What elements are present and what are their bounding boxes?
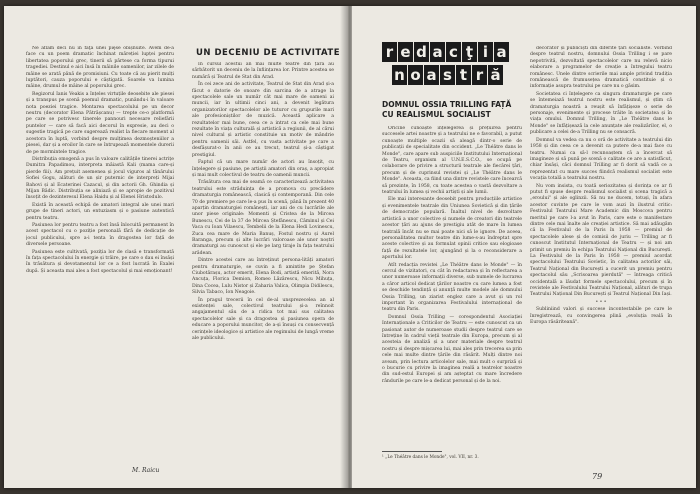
masthead-letter-tile: n — [392, 65, 407, 85]
paragraph: Ele mai interesante deosebit pentru producțiile artistice și evenimentele teatrale din Uniunea Sovietică și din țările de democrație populară. Înaltul nivel de dezvoltare artistică a unor colective și numele de creatori din teatrele acestor țări au ajuns de prestigiu atât de mare în lumea teatrală încât nu se mai poate nici să le ignore. De aceea, personalitatea multor teatre din lume-s-au îndreptat spre aceste colective și au formulat opinii critice sau elogioase față de rezultatele lor, ajungând și la o reconsiderare a aportului lor. — [382, 197, 522, 261]
paragraph: Ne aflăm deci nu în faţa unei pięse obișnuite. Avem de-a face cu un poem dramatic închinat măreției lupței pentru libertatea poporului grec, tinerii să părtese ca forma tipurui tragediei. Destinul e aici însă în mâinile oamenilor, iar zilele de mâine se arată până de promisiuni. Cu toate că au pierit mulți luptători, cauza poporului e câștigată. Soarele va lumina mâine, drumul de mâine al poporului grec. — [26, 46, 174, 90]
masthead-letter-tile: t — [456, 65, 471, 85]
paragraph: • • • — [595, 299, 607, 305]
book-spread — [4, 6, 696, 488]
paragraph: Domnul va vedea ca nu o oră de activitate a teatrului din 1958 și din ceea ce a devenit ca putere de-a mai face cu teatru. Numai ca să-l recunoaștem că a încercat să imagineze și să pună pe scenă o calitate ce are a satisfăcut, chiar însăși, căci domnul Trilling ar fi dorit să vadă ce a reprezentat cu mare succes fiindcă realismul socialist este vocația totală a teatrului nostru. — [530, 137, 672, 182]
masthead-letter-tile: r — [472, 65, 487, 85]
right-column-continuation — [530, 46, 672, 470]
masthead-letter-tile: c — [446, 42, 461, 62]
paragraph: Societatea ci înțelegere ca singura dramaturgie pe care se întemeiază teatrul nostru este realismul, și știm că dramaturgia noastră a reușit să înfățișeze o serie de personaje, evenimente și procese trăite în societatea și în viața omului. Domnul Trilling, în „Le Théâtre dans le Monde" se înfățișează la cele anunțate ale realizărilor, el, o publicare a celei de-a Trilling nu se consacră. — [530, 91, 672, 136]
masthead-letter-tile: s — [440, 65, 455, 85]
paragraph: Pasiunea este cultivată, poziția lor de clasă e transformată în fața spectacolului în energie și trăire, pe care o dau ei însăși în trăsătura și devotamentul lor ce a fost lucrată în Exalei după. Și aceasta mai ales a fost spectacolul și mai emoționant! — [26, 249, 174, 274]
paragraph: Regizorul Ianis Veakis a înțeles virtuțile deosebite ale piesei și a transpus pe scenă poemul dramatic, punându-i în valoare nota poeziei tragice. Montarea spectacolului pe un decor neutru (decorator Elena Pătrășcanu) — trepte ce-o platformă pe care se potrivesc tinerele pannouri necesare reliefării puntelor — care să facă aici decorul în expresie, au deci o sugestie tragică pe care sugerează realist la fiecare moment al acestora în luptă, vorbind despre mulțimea dezmoșteniilor a piesei, dar și a eroilor în care se întrupează momentele durerii de pe mormintele tragice. — [26, 91, 174, 155]
footnote-rule — [382, 451, 442, 452]
left-page — [4, 6, 348, 488]
paragraph: Dintre acestei care au întreținut persona-lități amatori pentru dramaturgie, se cuvin a fi amintite pe Ștefan Ciubotărașu, actor emerit, Elena Bodi, artistă emerită, Nora Ancuța, Florica Demion, Romeo Lăzărescu, Nicu Mihuța, Dina Cocea, Lulu Nistor și Zaharia Valica, Olimpia Didilescu, Silvia Tabaco, Ion Neagoie. — [192, 258, 334, 296]
article-title: UN DECENIU DE ACTIVITATE — [196, 48, 341, 58]
footnote: ¹ „Le Théâtre dans le Monde", vol. VII, nr. 3. — [382, 455, 479, 460]
masthead-line-1 — [382, 42, 510, 62]
paragraph: Distribuția omogenă a pus în valoare calitățile tinerei actrițe Dumitra Papadimou, interpreta măiastă Kali (mama care-și pierde fiii). Am prețuit asemenea și jocul viguros al tânărului Sofiei Gogu, alături de un șir puternic de interpreți Mijai Bahovi și al Ecaterinei Cazacul, și din actorii Gh. Ghindia și Mijan Bădic. Distribuția se aliniază și se apropie de pozitivul însoțit de dezinteresul Elena Haidu și al Elenei Hristodulo. — [26, 156, 174, 201]
masthead-letter-tile: o — [408, 65, 423, 85]
paragraph: În pragul trecerii în cel de-al unsprezecelea an al existenței sale, colectivul teatrului și-a reînnoit angajamentul său de a ridica tot mai sus calitatea spectacolelor sale și ca dragostea și pasiunea opera de educare a poporului muncitor, de a-și însuși cu consecvență cerințele ideologice și artistice ale regimului de lungă vreme ale publicului. — [192, 297, 334, 342]
paragraph: Atît redacția revistei „Le Théâtre dans le Monde" — în cercul de vizitatori, cu cât în redactarea și în reflectarea a unor numeroase informații diverse, sub numele de lucrarea a căror articol dedicat ţărilor noastre cu care lumea a fost se deschide tendință și anunță multe modele ale domnului Ossia Trilling, un ziarist englez care a avut și un rol important în organizarea Festivalului internațional de teatru din Paris. — [382, 262, 522, 313]
masthead-line-2 — [392, 65, 510, 85]
masthead-letter-tile: a — [494, 42, 509, 62]
paragraph: Subliniind valori și succese incontestabile pe care le înregistrează, cu convingerea plină „evoluția reală în Europa răsăriteană". — [530, 307, 672, 326]
masthead-letter-tile: d — [414, 42, 429, 62]
signature: M. Raicu — [132, 467, 160, 474]
paragraph: Faptul că un mare număr de actori au însoțit, cu înțelegere și pasiune, pe artiștii amatori din oraș, a apropiat și mai mult colectivul de teatru de oamenii muncii. — [192, 160, 334, 178]
paragraph: decorator și publiciști din diferite țări socialiste. Vorbind despre teatrul nostru, domnului Ossia Trilling i se pare nepotrivită, dezvoltată spectacolelor care nu relevă nicio elaborare a programelor de creație a întregului teatru românesc. Unele dintre scrierile mai ample privind tradiția românească de frumusețea dramatică constituie și o informație asupra teatrului pe care nu o găsim. — [530, 46, 672, 90]
paragraph: Domnul Ossia Trilling — corespondentul Asociației Internaționale a Criticilor de Teatru — este cunoscut ca un pasionat autor de numeroase studii despre teatrul care se întreține în cadrul vieții teatrale din Europa, precum și al acesteia de analiză și a unor materiale despre teatrul nostru și despre mișcarea lui, mai ales prin trecerea sa prin cele mai multe dintre țările din răsărit. Mulți dintre noi aveam, prin lectura articolelor sale, mai mult o surpriză și o bucurie cu privire la imaginea reală a teatrelor noastre din sud-estul Europei și am așteptat cu mare încredere rândurile pe care le-a dedicat personal și de la noi. — [382, 314, 522, 384]
masthead-letter-tile: ă — [488, 65, 503, 85]
masthead-letter-tile: r — [382, 42, 397, 62]
page-number: 79 — [592, 472, 603, 481]
masthead-letter-tile: a — [424, 65, 439, 85]
paragraph: Nu vom insista, cu toată seriozitatea și dorința ce ar fi putut fi spuse despre realismul socialist și scena tragică a „eroului" și ale oglinzii. Să nu ne ducem, totuși, în afara acestor cuvinte pe care le vom auzi în ilustrul critic: Festivalul Teatrului Mare Academic din Moscova pentru meritul pe care l-a avut în Paris, care este o manifestare dintre cele mai înalte ale creației artistice. Să mai adăugăm că la Festivalul de la Paris în 1958 — premiul de spectacolele alese și de comisii de juriu — Trilling ar fi cunoscut Institutul Internațional de Teatru — și noi am primit un premiu în echipa Teatrului Național din București. La Festivalul de la Paris în 1958 — premiul acordat spectacolului Teatrului Sovietic, în calitatea actorilor săi, Teatrul Național din București a cucerit un premiu pentru spectacolul său „Scrisoarea pierdută" — întreaga critică occidentală a lăudat formele spectacolului, precum și în revistele ale Festivalului Teatrului Național, alături de trupa Teatrului Național Din București și Teatrul Național Din Iași. — [530, 183, 672, 298]
paragraph: Oricine cunoaște înțelegerea și prețuirea pentru succesele artei noastre și a teatrului ne e favorabil, a putut cunoaște multiple ocazii să aleagă dintr-o serie de publicații de specialitate din occident. „Le Théâtre dans le Monde", care apare sub auspiciile Institutului Internațional de Teatru, organism al U.N.E.S.C.O., se ocupă pe colaborare de privire a structurii teatrale ale fiecărei țări, precum și de cuprinsul revistei și „Le Théâtre dans le Monde". Aceasta, ca fiind una dintre revistele care încearcă să prezinte, în 1958, cu toate acestea o vastă dezvoltare a teatrului în lumea și vechii artiști și ale lumii. — [382, 126, 522, 196]
paragraph: În cei zece ani de activitate, Teatrul de Stat din Arad și-a făcut o datorie de onoare din sarcina de a atrage la spectacolele sale un număr cât mai mare de oameni ai muncii, iar în ultimii cinci ani, a devenit legătura organizatorilor spectacolelor ale tuturor cu grupurile mari ale profesioniștilor de muzică. Această aplicare a rezultatelor mai bune, ceea ce a intrat ca cele mai bune rezultate în viața culturală și artistică a regiunii, de al cărui nivel cultural și artistic constituie un motiv de mândrie pentru oamenii săi. Astfel, cu vasta activitate pe care a desfășurat-o în anii ce au trecut, teatrul și-a câștigat prestigiul. — [192, 82, 334, 158]
paragraph: Pasiunea lor pentru teatru a fost însă înlocuită permanent în acest spectacol cu o poziție personală fără de dedicație de jocul publicului, spre a-i tenta în dragostea lor față de diversele persoane. — [26, 222, 174, 248]
left-column-deceniu — [192, 62, 334, 480]
masthead-letter-tile: a — [430, 42, 445, 62]
article-subhead: DOMNUL OSSIA TRILLING FAȚĂ CU REALISMUL SOCIALIST — [382, 100, 512, 119]
right-column-article — [382, 126, 522, 444]
right-page — [352, 6, 696, 488]
paragraph: Există în această echipă de amatori integral ale unei mari grupe de tineri actori, un entuziasm și o pasiune autentică pentru teatru. — [26, 202, 174, 221]
paragraph: Trăsătura cea mai de seamă ce caracterizează activitatea teatrului este străduința de a promova cu precădere dramaturgia românească, clasică și contemporană. Din cele 70 de premiere pe care le-a pus în scenă, până în prezent 40 aparțin dramaturgiei românești, iar ani de cu lucrările ale unor piese originale: Momenti și Cristea de la Mircea Bunescu, Cei de la 37 de Mircea Ștefănescu, Căminul și Cei Vaca cu Ioan Vilaescu, Tembelii de la Elena Hedi Lovinescu, Zuca cea mare de Maria Banuș, Fostul nostru și Aurel Baranga, precum și alte lucrări valoroase ale unor noștri dramaturgi au cunoscut și ele pe larg tiraje în fața teatrului arădean. — [192, 180, 334, 256]
paragraph: În cursul acestui an mai multe teatre din țară au sărbătorit un deceniu de la înființarea lor. Printre acestea se numără și Teatrul de Stat din Arad. — [192, 62, 334, 80]
masthead-letter-tile: ţ — [462, 42, 477, 62]
masthead — [382, 42, 510, 94]
masthead-letter-tile: e — [398, 42, 413, 62]
masthead-letter-tile: i — [478, 42, 493, 62]
left-column-review — [26, 46, 174, 466]
